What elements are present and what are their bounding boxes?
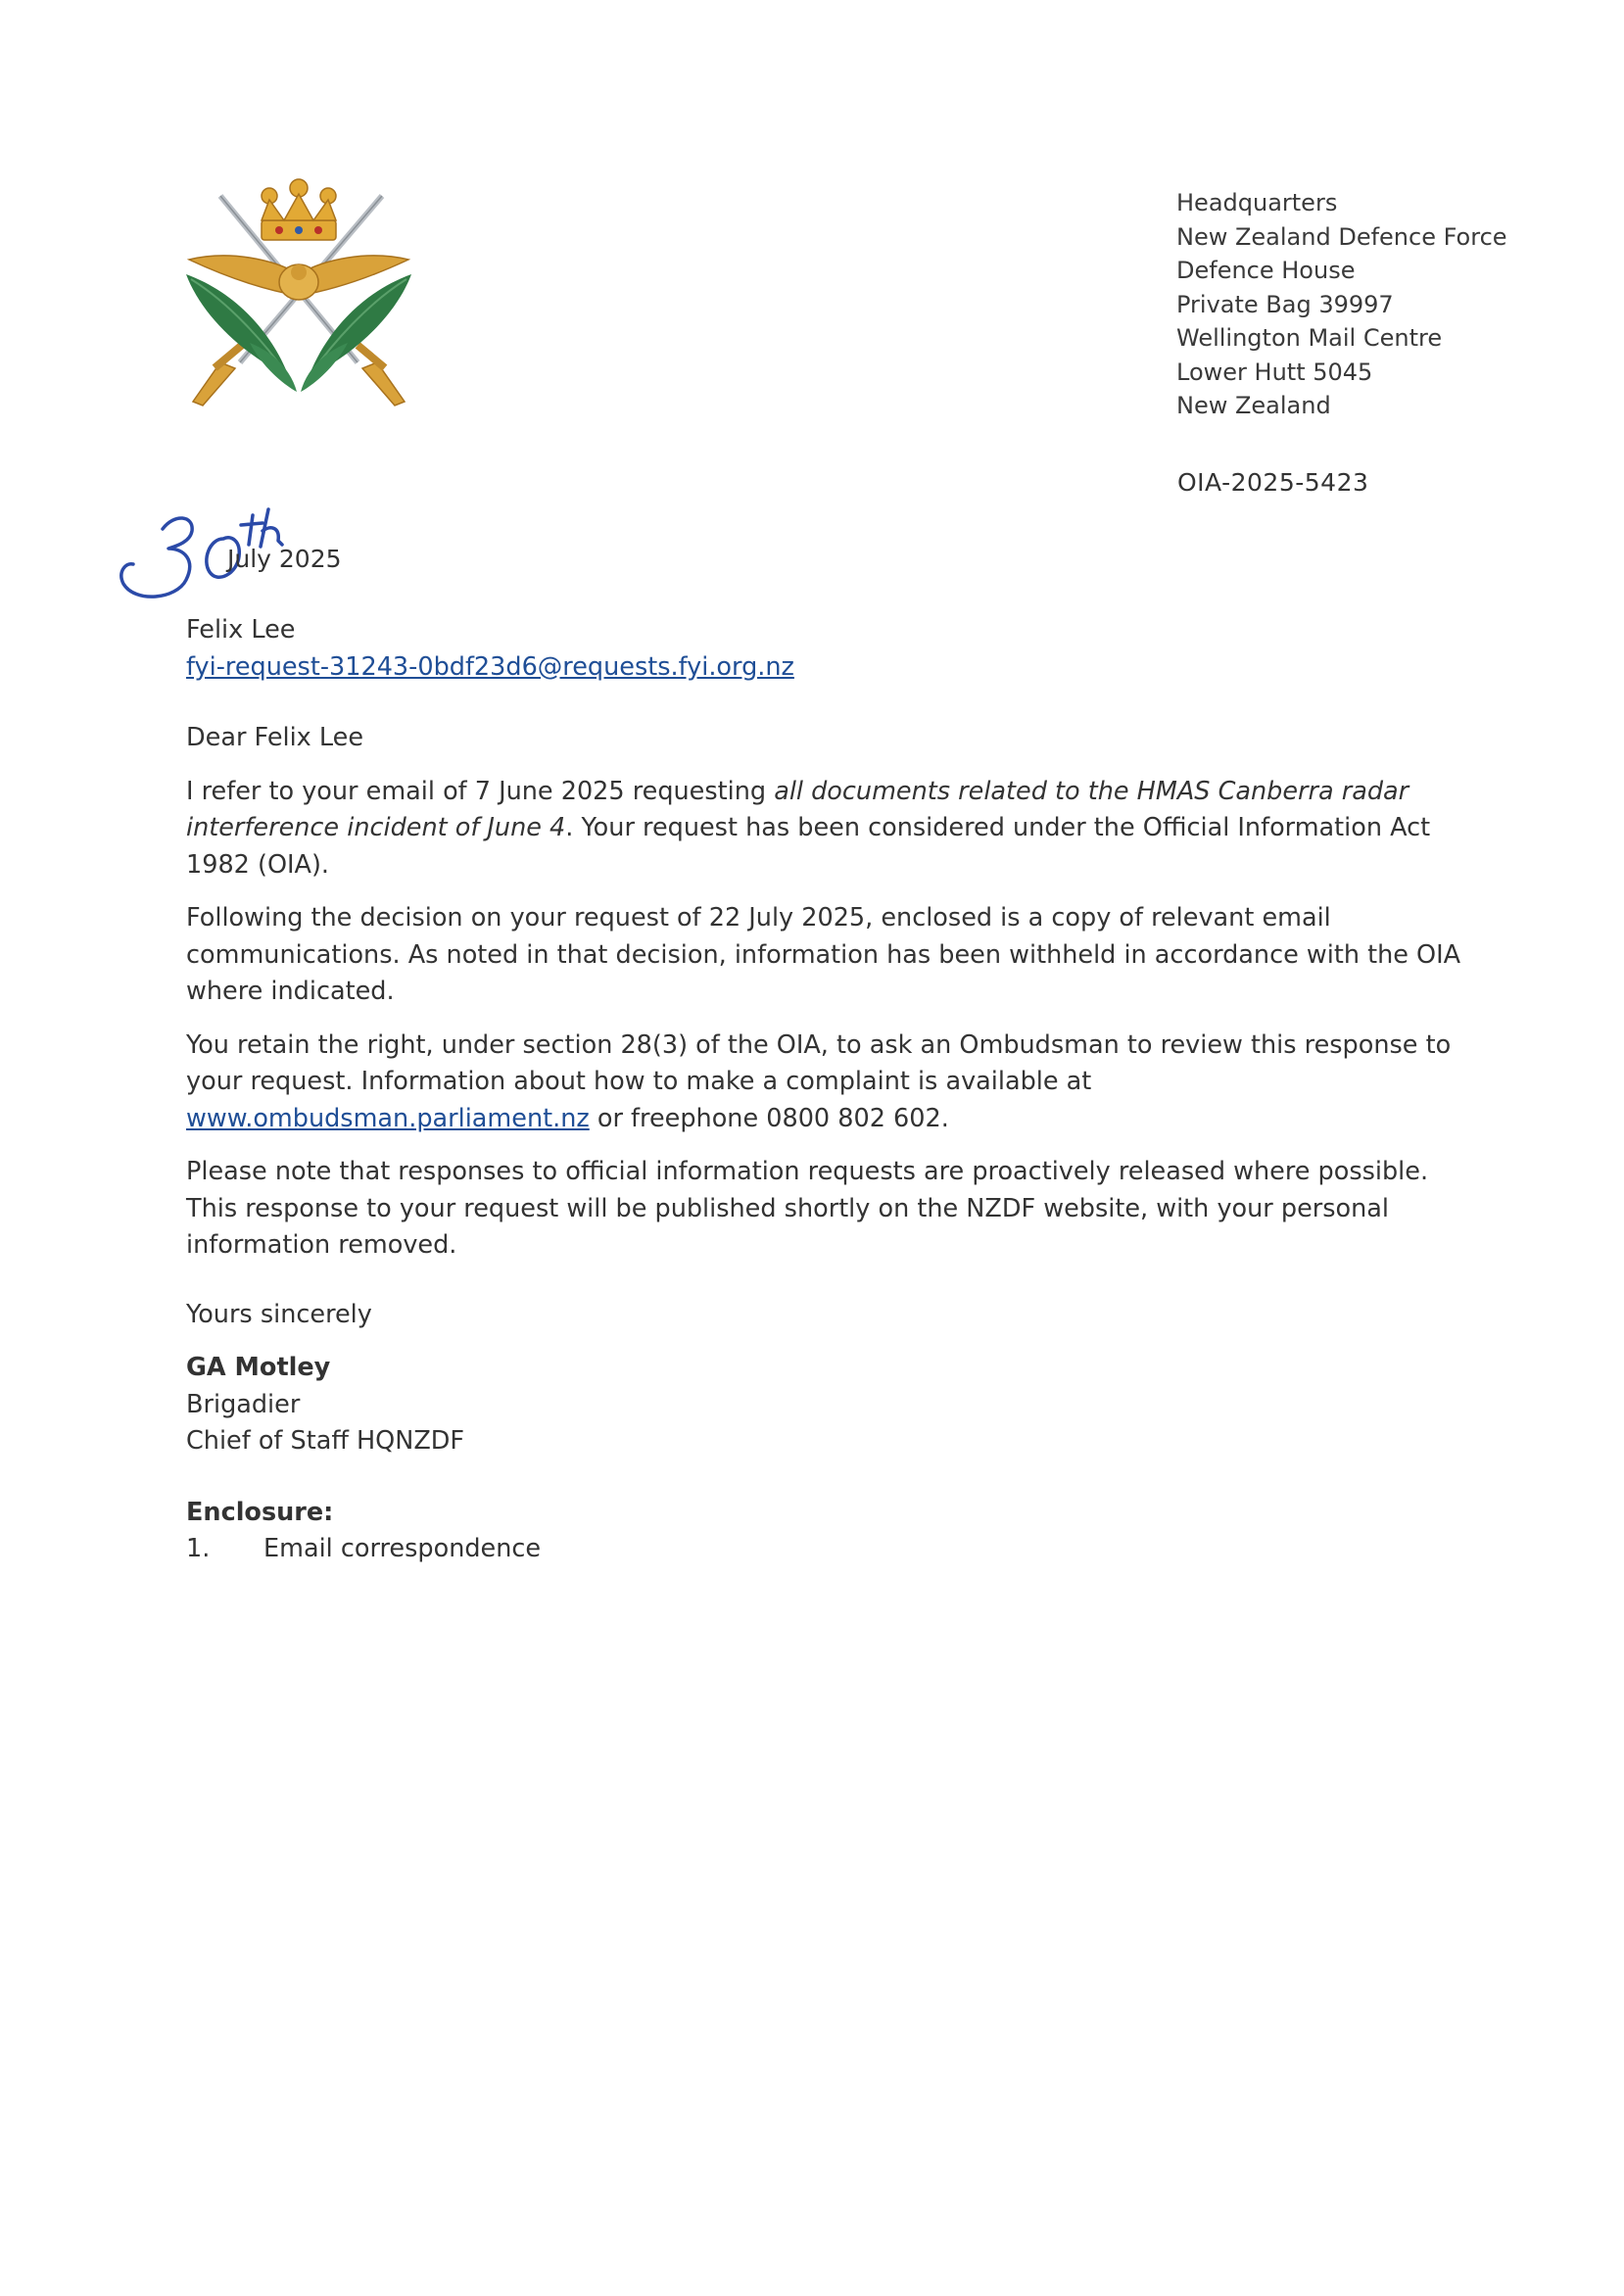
enclosure-item-number: 1. [186, 1534, 211, 1563]
para1-text-end: . Your request has been considered under the Official Information Act 1982 (OIA). [186, 813, 1431, 880]
recipient-name: Felix Lee [186, 615, 296, 645]
ombudsman-link[interactable]: www.ombudsman.parliament.nz [186, 1103, 590, 1133]
enclosure-heading: Enclosure: [186, 1497, 334, 1527]
paragraph-review-rights [186, 1028, 1469, 1138]
salutation: Dear Felix Lee [186, 723, 364, 752]
signer-title: Chief of Staff HQNZDF [186, 1426, 465, 1456]
para3-text: You retain the right, under section 28(3) of the OIA, to ask an Ombudsman to review this response to your request. Information about how to make a complaint is available at [186, 1029, 1452, 1096]
sender-address [1176, 186, 1507, 423]
naval-crown [262, 179, 336, 240]
closing: Yours sincerely [186, 1299, 372, 1329]
letter-date: July 2025 [227, 545, 342, 573]
address-line: Headquarters [1176, 189, 1338, 216]
address-line: Defence House [1176, 257, 1356, 284]
request-subject: all documents related to the HMAS Canberra radar interference incident of June 4 [186, 776, 1409, 842]
para3-text-end: or freephone 0800 802 602. [589, 1103, 949, 1133]
address-line: Wellington Mail Centre [1176, 324, 1443, 352]
reference-number: OIA-2025-5423 [1177, 468, 1369, 497]
para1-text: I refer to your email of 7 June 2025 requesting [186, 776, 775, 806]
paragraph-decision: Following the decision on your request of 22 July 2025, enclosed is a copy of relevant email communications. As noted in that decision, information has been withheld in accordance with the OIA where indicated. [186, 903, 1461, 1006]
signer-rank: Brigadier [186, 1389, 301, 1419]
paragraph-publication: Please note that responses to official information requests are proactively released where possible. This response to your request will be published shortly on the NZDF website, with your personal information removed. [186, 1157, 1429, 1260]
address-line: Private Bag 39997 [1176, 290, 1394, 318]
address-line: New Zealand Defence Force [1176, 222, 1507, 251]
paragraph-request [186, 774, 1469, 885]
recipient-email-link[interactable]: fyi-request-31243-0bdf23d6@requests.fyi.org.nz [186, 651, 794, 682]
address-line: Lower Hutt 5045 [1176, 358, 1373, 386]
enclosure-item [186, 1531, 1469, 1568]
enclosure-item-text: Email correspondence [263, 1534, 542, 1563]
letter-body [186, 612, 1469, 1568]
nzdf-crest-icon [181, 167, 416, 411]
signer-name: GA Motley [186, 1353, 331, 1382]
address-line: New Zealand [1176, 392, 1331, 419]
sword-hilts [193, 342, 405, 406]
